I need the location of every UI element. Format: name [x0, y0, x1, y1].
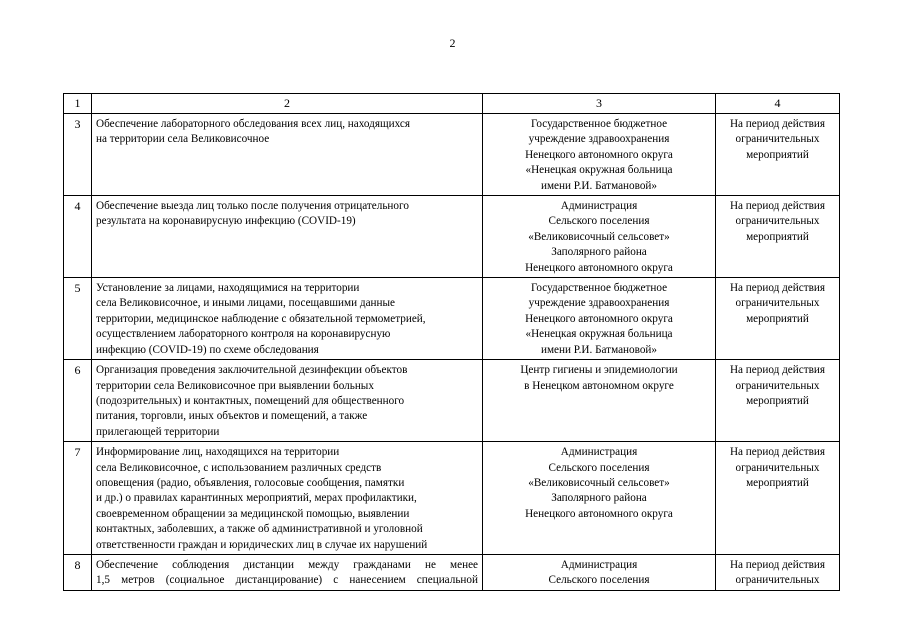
period-text: На период действия ограничительных мероприятий — [729, 282, 826, 325]
executor-text: Администрация Сельского поселения «Великовисочный сельсовет» Заполярного района Ненецкого автономного округа — [525, 200, 673, 274]
period-text: На период действия ограничительных мероприятий — [729, 446, 826, 489]
executor-cell — [483, 554, 716, 590]
measure-text-line: 1,5 метров (социальное дистанцирование) с нанесением специальной — [96, 574, 478, 587]
period-text: На период действия ограничительных — [729, 558, 826, 587]
table-row — [64, 278, 840, 360]
period-cell — [716, 114, 840, 196]
row-number: 3 — [64, 114, 92, 196]
executor-cell — [483, 196, 716, 278]
table-row — [64, 196, 840, 278]
row-number: 6 — [64, 360, 92, 442]
table-row — [64, 442, 840, 555]
executor-cell — [483, 360, 716, 442]
measure-text: Информирование лиц, находящихся на территории села Великовисочное, с использованием различных средств оповещения (радио, объявления, голосовые сообщения, памятки и др.) о правилах карантинных мероприятий, мерах профилактики, своевременном обращении за медицинской помощью, выявлении контактных, заболевших, а также об административной и уголовной ответственности граждан и юридических лиц в случае их нарушений — [96, 446, 428, 551]
period-cell — [716, 196, 840, 278]
executor-cell — [483, 278, 716, 360]
header-cell-executor: 3 — [483, 94, 716, 114]
table-row — [64, 554, 840, 590]
executor-text: Администрация Сельского поселения — [548, 558, 650, 587]
measure-cell — [92, 360, 483, 442]
measure-cell — [92, 554, 483, 590]
header-cell-number: 1 — [64, 94, 92, 114]
measure-text: Обеспечение выезда лиц только после получения отрицательного результата на коронавирусную инфекцию (COVID-19) — [96, 200, 409, 228]
period-cell — [716, 442, 840, 555]
row-number: 4 — [64, 196, 92, 278]
header-cell-period: 4 — [716, 94, 840, 114]
period-cell — [716, 360, 840, 442]
measure-cell — [92, 442, 483, 555]
executor-cell — [483, 114, 716, 196]
executor-text: Центр гигиены и эпидемиологии в Ненецком автономном округе — [520, 364, 678, 392]
row-number: 7 — [64, 442, 92, 555]
page-number: 2 — [449, 36, 456, 50]
period-text: На период действия ограничительных мероприятий — [729, 200, 826, 243]
header-cell-measure: 2 — [92, 94, 483, 114]
executor-text: Государственное бюджетное учреждение здравоохранения Ненецкого автономного округа «Ненецкая окружная больница имени Р.И. Батмановой» — [525, 282, 673, 356]
period-cell — [716, 554, 840, 590]
period-text: На период действия ограничительных мероприятий — [729, 118, 826, 161]
measure-cell — [92, 278, 483, 360]
measure-cell — [92, 114, 483, 196]
executor-cell — [483, 442, 716, 555]
measure-text-line: Обеспечение соблюдения дистанции между гражданами не менее — [96, 558, 478, 571]
measure-cell — [92, 196, 483, 278]
measure-text: Обеспечение лабораторного обследования всех лиц, находящихся на территории села Великовисочное — [96, 118, 410, 146]
measure-text: Установление за лицами, находящимися на территории села Великовисочное, и иными лицами, посещавшими данные территории, медицинское наблюдение с обязательной термометрией, осуществлением лабораторного контроля на коронавирусную инфекцию (COVID-19) по схеме обследования — [96, 282, 426, 356]
executor-text: Государственное бюджетное учреждение здравоохранения Ненецкого автономного округа «Ненецкая окружная больница имени Р.И. Батмановой» — [525, 118, 673, 192]
period-cell — [716, 278, 840, 360]
table-row — [64, 360, 840, 442]
measure-text: Организация проведения заключительной дезинфекции объектов территории села Великовисочное при выявлении больных (подозрительных) и контактных, помещений для общественного питания, торговли, иных объектов и помещений, а также прилегающей территории — [96, 364, 408, 438]
period-text: На период действия ограничительных мероприятий — [729, 364, 826, 407]
row-number: 8 — [64, 554, 92, 590]
table-header-row — [64, 94, 840, 114]
table-row — [64, 114, 840, 196]
executor-text: Администрация Сельского поселения «Великовисочный сельсовет» Заполярного района Ненецкого автономного округа — [525, 446, 673, 520]
row-number: 5 — [64, 278, 92, 360]
measures-table — [63, 93, 840, 591]
